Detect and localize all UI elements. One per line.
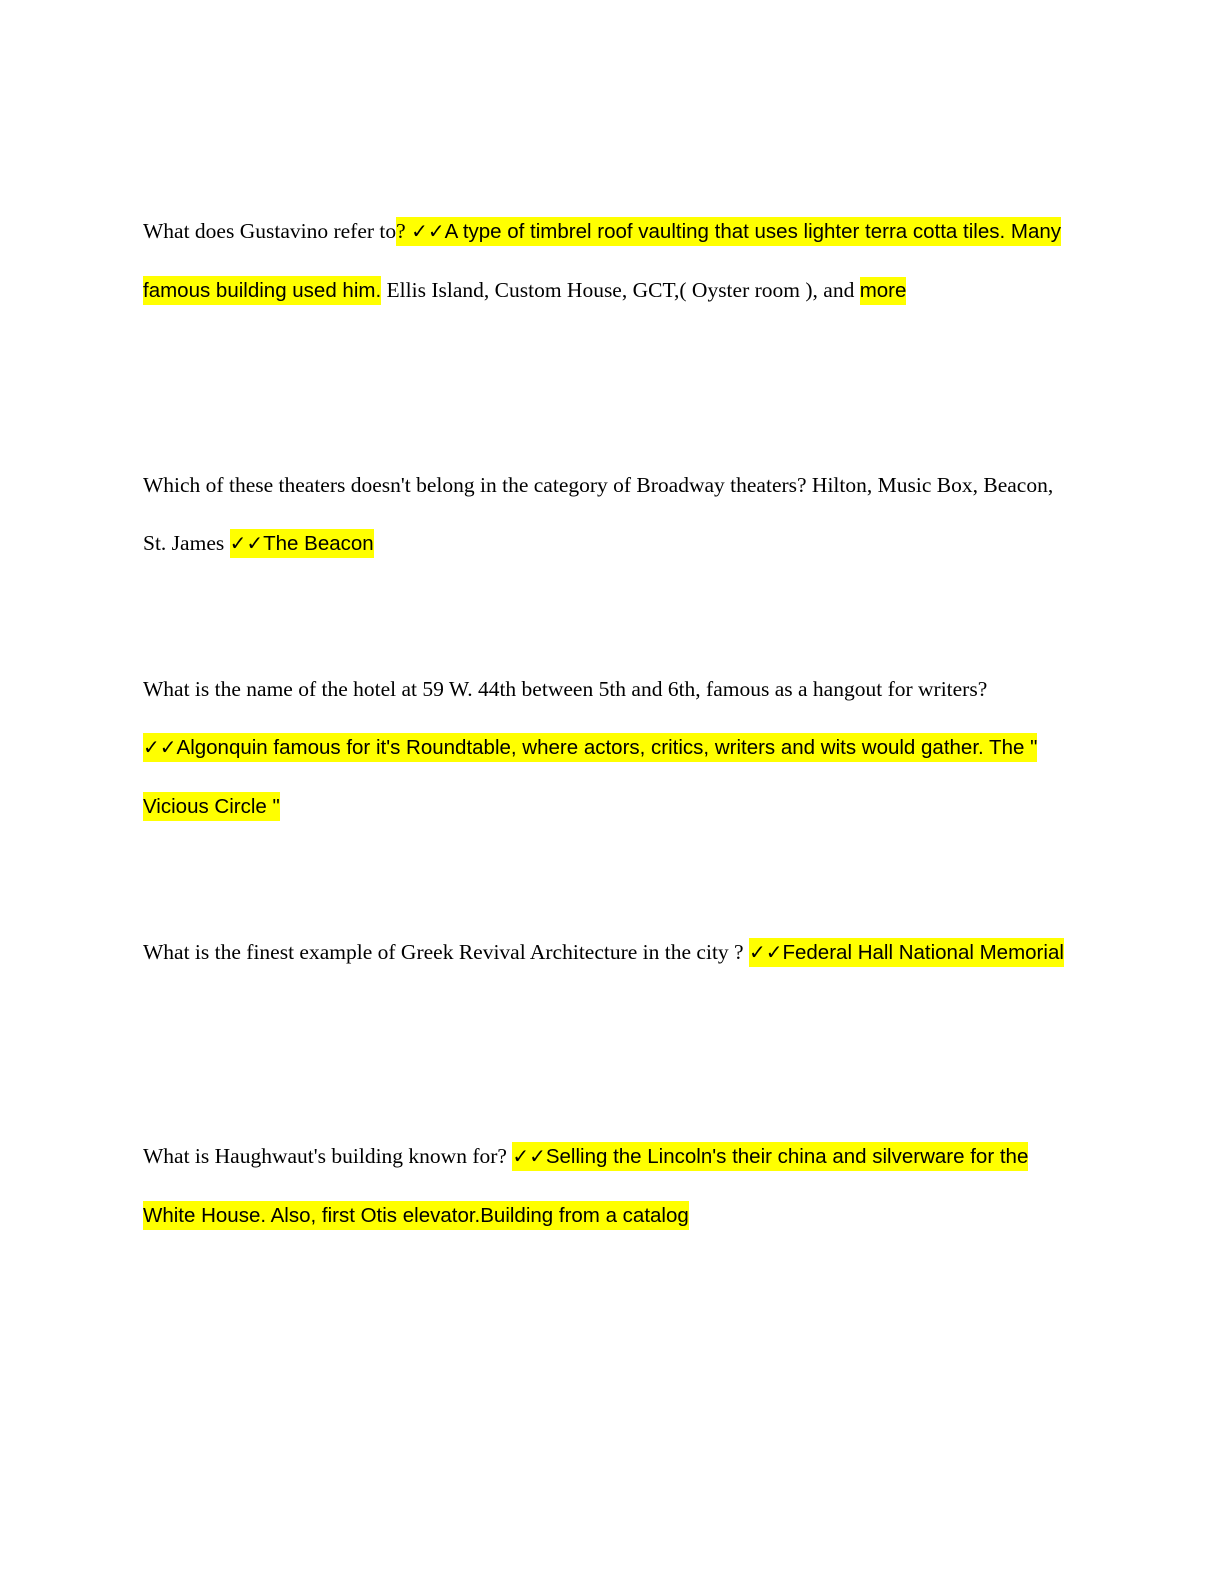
question-text: What is the finest example of Greek Revival Architecture in the city ? (143, 940, 749, 964)
answer-highlight (749, 938, 1064, 967)
double-check-icon: ✓✓ (512, 1144, 546, 1168)
double-check-icon: ✓✓ (748, 940, 783, 964)
qa-item-broadway-theaters (143, 456, 1078, 573)
answer-tail-text: more (860, 277, 907, 305)
qa-item-haughwaut-building (143, 1127, 1078, 1245)
qa-item-algonquin-hotel (143, 660, 1078, 836)
answer-text: A type of timbrel roof vaulting that uses lighter terra cotta tiles. Many famous building used him. (143, 220, 1062, 302)
answer-extra-text: Ellis Island, Custom House, GCT,( Oyster room ), and (381, 278, 860, 302)
question-text: What is the name of the hotel at 59 W. 44th between 5th and 6th, famous as a hangout for writers? (143, 677, 988, 701)
double-check-icon: ✓✓ (411, 219, 445, 243)
answer-text: The Beacon (263, 532, 374, 555)
answer-text: Algonquin famous for it's Roundtable, where actors, critics, writers and wits would gather. The " Vicious Circle " (143, 736, 1038, 818)
qa-item-gustavino (143, 202, 1078, 320)
answer-text: Selling the Lincoln's their china and silverware for the White House. Also, first Otis elevator.Building from a catalog (143, 1145, 1029, 1227)
question-mark: ? (396, 219, 406, 243)
answer-highlight (143, 733, 1037, 821)
qa-item-greek-revival (143, 923, 1078, 982)
question-text: What is Haughwaut's building known for? (143, 1144, 513, 1168)
question-text: What does Gustavino refer to (143, 219, 397, 243)
answer-highlight (230, 529, 374, 558)
answer-text: Federal Hall National Memorial (782, 941, 1064, 964)
double-check-icon: ✓✓ (229, 531, 264, 555)
question-text: Which of these theaters doesn't belong in the category of Broadway theaters? Hilton, Music Box, Beacon, St. James (143, 473, 1054, 555)
double-check-icon: ✓✓ (143, 735, 177, 759)
